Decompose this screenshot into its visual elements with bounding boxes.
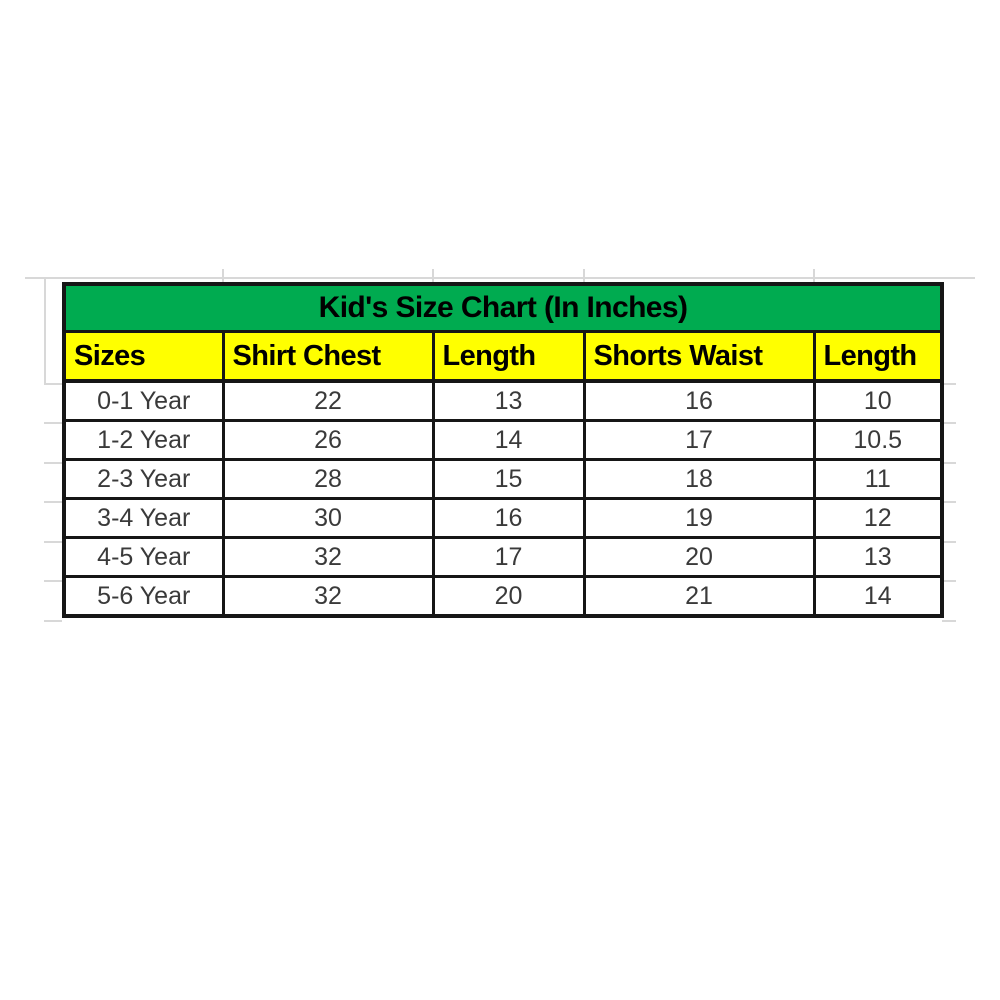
table-row (64, 538, 942, 577)
cell-value: 10 (814, 381, 942, 421)
gridline (942, 422, 956, 424)
cell-value: 10.5 (814, 421, 942, 460)
cell-size-label: 2-3 Year (64, 460, 223, 499)
gridline (583, 269, 585, 283)
gridline (44, 501, 62, 503)
cell-size-label: 4-5 Year (64, 538, 223, 577)
gridline (222, 269, 224, 283)
gridline (44, 277, 46, 383)
gridline (25, 277, 975, 279)
cell-value: 22 (223, 381, 433, 421)
gridline (813, 269, 815, 283)
gridline (942, 580, 956, 582)
gridline (942, 541, 956, 543)
cell-value: 26 (223, 421, 433, 460)
cell-value: 18 (584, 460, 814, 499)
cell-value: 30 (223, 499, 433, 538)
gridline (44, 580, 62, 582)
cell-value: 14 (433, 421, 584, 460)
gridline (942, 620, 956, 622)
cell-value: 16 (584, 381, 814, 421)
cell-value: 17 (433, 538, 584, 577)
table-title: Kid's Size Chart (In Inches) (64, 284, 942, 332)
table-row (64, 499, 942, 538)
gridline (942, 462, 956, 464)
table-row (64, 421, 942, 460)
cell-size-label: 1-2 Year (64, 421, 223, 460)
cell-size-label: 5-6 Year (64, 577, 223, 617)
gridline (942, 501, 956, 503)
gridline (44, 383, 62, 385)
cell-value: 11 (814, 460, 942, 499)
gridline (44, 462, 62, 464)
gridline (942, 383, 956, 385)
column-header-shirt-chest: Shirt Chest (223, 332, 433, 382)
column-header-sizes: Sizes (64, 332, 223, 382)
column-header-shorts-length: Length (814, 332, 942, 382)
table-row (64, 381, 942, 421)
cell-value: 13 (433, 381, 584, 421)
cell-value: 19 (584, 499, 814, 538)
cell-size-label: 3-4 Year (64, 499, 223, 538)
cell-value: 32 (223, 538, 433, 577)
cell-value: 14 (814, 577, 942, 617)
cell-value: 12 (814, 499, 942, 538)
table-row (64, 460, 942, 499)
cell-value: 28 (223, 460, 433, 499)
header-row (64, 332, 942, 382)
cell-value: 21 (584, 577, 814, 617)
cell-value: 17 (584, 421, 814, 460)
cell-size-label: 0-1 Year (64, 381, 223, 421)
gridline (44, 422, 62, 424)
title-row (64, 284, 942, 332)
cell-value: 16 (433, 499, 584, 538)
size-chart-table (62, 282, 944, 618)
column-header-shirt-length: Length (433, 332, 584, 382)
cell-value: 20 (433, 577, 584, 617)
table-row (64, 577, 942, 617)
gridline (44, 620, 62, 622)
gridline (432, 269, 434, 283)
cell-value: 32 (223, 577, 433, 617)
cell-value: 13 (814, 538, 942, 577)
column-header-shorts-waist: Shorts Waist (584, 332, 814, 382)
gridline (44, 541, 62, 543)
cell-value: 20 (584, 538, 814, 577)
cell-value: 15 (433, 460, 584, 499)
